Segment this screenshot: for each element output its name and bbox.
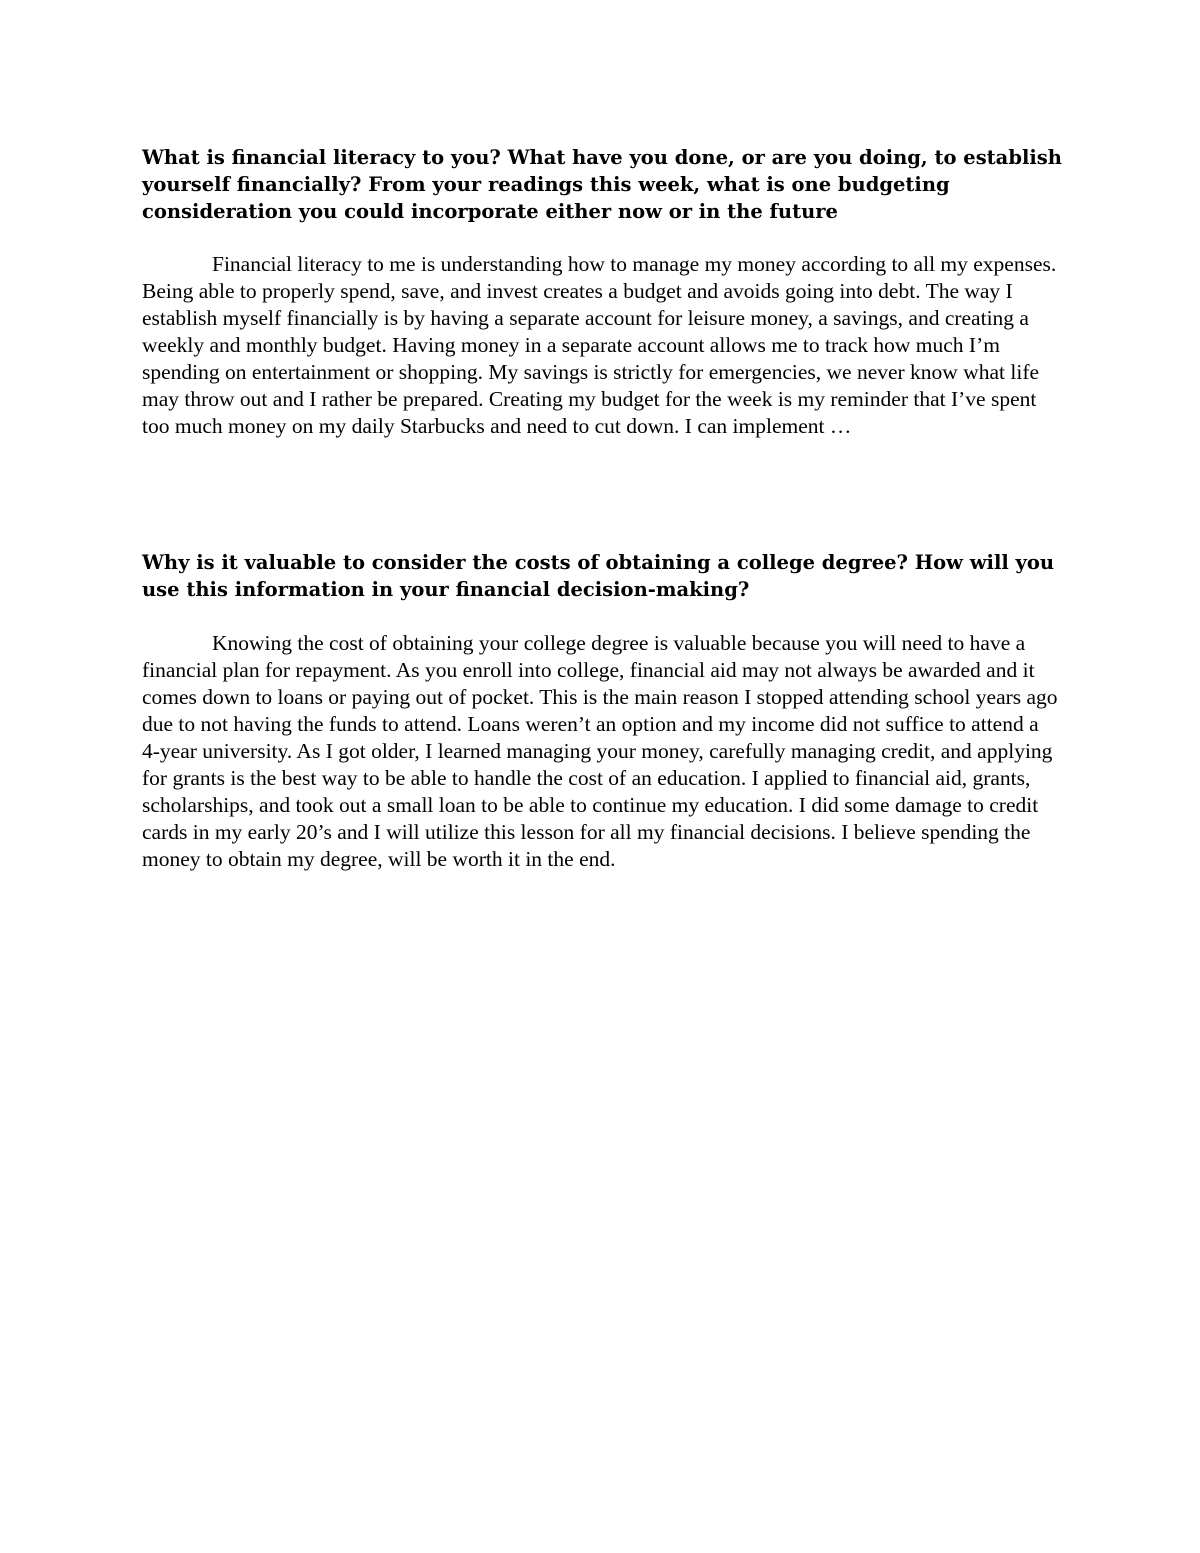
question-2-heading: Why is it valuable to consider the costs of obtaining a college degree? How will you use this information in your financial decision-making? bbox=[142, 551, 1055, 601]
question-1-heading: What is financial literacy to you? What have you done, or are you doing, to establish yourself financially? From your readings this week, what is one budgeting consideration you could incorporate either now or in the future bbox=[142, 146, 1062, 223]
answer-2-paragraph: Knowing the cost of obtaining your college degree is valuable because you will need to have a financial plan for repayment. As you enroll into college, financial aid may not always be awarded and it comes down to loans or paying out of pocket. This is the main reason I stopped attending school years ago due to not having the funds to attend. Loans weren’t an option and my income did not suffice to attend a 4-year university. As I got older, I learned managing your money, carefully managing credit, and applying for grants is the best way to be able to handle the cost of an education. I applied to financial aid, grants, scholarships, and took out a small loan to be able to continue my education. I did some damage to credit cards in my early 20’s and I will utilize this lesson for all my financial decisions. I believe spending the money to obtain my degree, will be worth it in the end. bbox=[142, 631, 1058, 871]
answer-1-paragraph: Financial literacy to me is understanding how to manage my money according to all my expenses. Being able to properly spend, save, and invest creates a budget and avoids going into debt. The way I establish myself financially is by having a separate account for leisure money, a savings, and creating a weekly and monthly budget. Having money in a separate account allows me to track how much I’m spending on entertainment or shopping. My savings is strictly for emergencies, we never know what life may throw out and I rather be prepared. Creating my budget for the week is my reminder that I’ve spent too much money on my daily Starbucks and need to cut down. I can implement … bbox=[142, 252, 1057, 438]
